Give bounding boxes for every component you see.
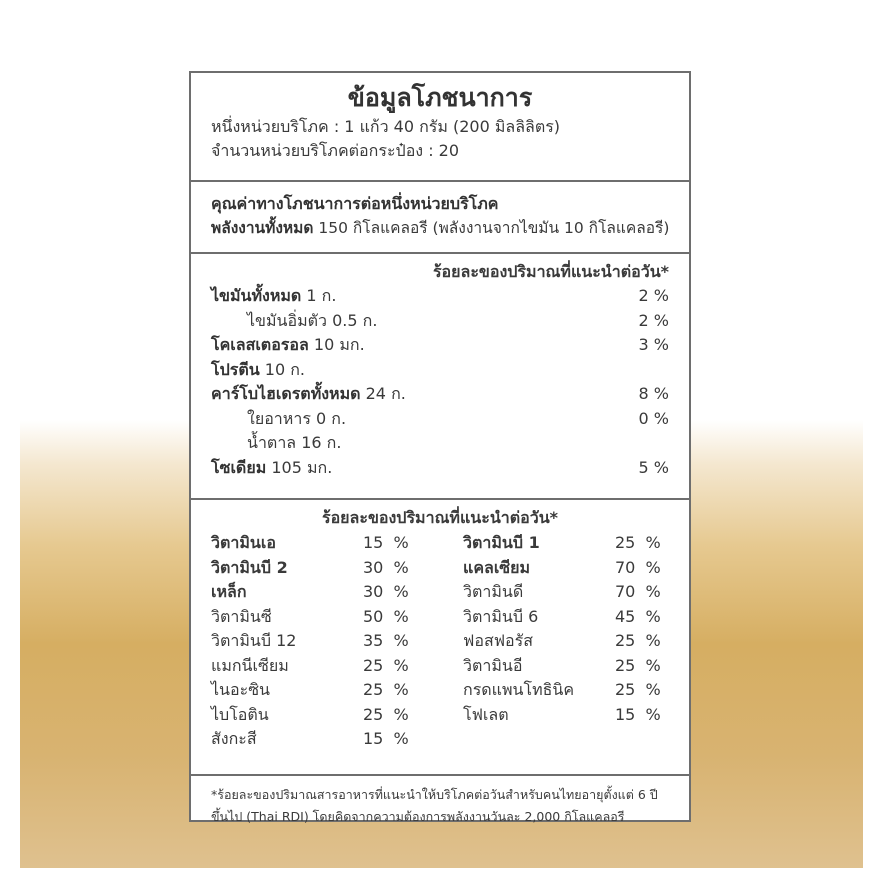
energy-value: 150 กิโลแคลอรี (พลังงานจากไขมัน 10 กิโลแคลอรี)	[318, 219, 670, 237]
vitamin-name: ไบโอติน	[211, 704, 269, 724]
nutrient-name: ใยอาหาร	[247, 408, 311, 428]
energy-label: พลังงานทั้งหมด	[211, 219, 314, 237]
vitamin-pct: 45 %	[615, 606, 661, 626]
nutrient-name: คาร์โบไฮเดรตทั้งหมด	[211, 384, 361, 403]
footnote-section	[191, 776, 689, 828]
nutrient-pct: 3 %	[638, 335, 669, 354]
servings-per-container: จำนวนหน่วยบริโภคต่อกระป๋อง : 20	[211, 141, 460, 160]
nutrients-section	[191, 254, 689, 500]
nutrient-name: ไขมันทั้งหมด	[211, 286, 302, 305]
nutrient-amount: 0 ก.	[316, 408, 347, 428]
vitamin-name: วิตามินอี	[463, 655, 523, 675]
vitamin-name: วิตามินดี	[463, 582, 524, 601]
nutrient-row	[211, 382, 669, 407]
nutrient-row	[211, 284, 669, 309]
vitamin-pct: 15 %	[363, 533, 409, 552]
vitamin-pct: 25 %	[615, 680, 661, 699]
header-section	[191, 73, 689, 182]
nutrient-amount: 24 ก.	[365, 384, 406, 403]
vitamin-name: วิตามินบี 1	[463, 533, 540, 552]
per-serving-heading: คุณค่าทางโภชนาการต่อหนึ่งหน่วยบริโภค	[211, 194, 499, 213]
serving-size: หนึ่งหน่วยบริโภค : 1 แก้ว 40 กรัม (200 มิลลิลิตร)	[211, 117, 561, 136]
vitamin-pct: 30 %	[363, 557, 409, 577]
label-title: ข้อมูลโภชนาการ	[347, 83, 533, 112]
vitamin-name: วิตามินบี 6	[463, 606, 539, 626]
nutrient-amount: 1 ก.	[306, 286, 337, 305]
nutrient-amount: 0.5 ก.	[332, 310, 378, 330]
nutrient-row	[211, 309, 669, 334]
vitamin-name: วิตามินบี 2	[211, 557, 288, 577]
nutrient-row	[211, 358, 669, 383]
nutrient-pct: 8 %	[638, 384, 669, 403]
nutrient-name: โซเดียม	[211, 457, 267, 477]
vitamin-name: วิตามินซี	[211, 606, 272, 626]
footnote-line-1: *ร้อยละของปริมาณสารอาหารที่แนะนำให้บริโภคต่อวันสำหรับคนไทยอายุตั้งแต่ 6 ปี	[211, 787, 658, 802]
rdi-heading: ร้อยละของปริมาณที่แนะนำต่อวัน*	[432, 262, 669, 281]
nutrient-pct: 2 %	[638, 310, 669, 330]
vitamin-name: ฟอสฟอรัส	[463, 631, 533, 650]
vitamin-name: สังกะสี	[211, 729, 257, 748]
vitamin-pct: 15 %	[615, 704, 661, 724]
vitamin-name: กรดแพนโทธินิค	[463, 680, 575, 699]
nutrient-name: โปรตีน	[211, 359, 260, 379]
nutrient-name: น้ำตาล	[247, 433, 297, 452]
vitamin-pct: 70 %	[615, 557, 661, 577]
nutrient-pct: 5 %	[638, 457, 669, 477]
vitamin-name: วิตามินเอ	[211, 533, 276, 552]
nutrition-facts-label	[189, 71, 691, 822]
nutrient-row	[211, 431, 669, 456]
vitamin-pct: 25 %	[363, 704, 409, 724]
nutrient-amount: 10 ก.	[264, 359, 305, 379]
vitamin-pct: 25 %	[615, 655, 661, 675]
nutrient-amount: 10 มก.	[313, 335, 365, 354]
nutrient-row	[211, 456, 669, 481]
nutrient-name: โคเลสเตอรอล	[211, 335, 309, 354]
vitamin-name: เหล็ก	[211, 582, 247, 601]
nutrient-pct: 2 %	[638, 286, 669, 305]
vitamins-heading: ร้อยละของปริมาณที่แนะนำต่อวัน*	[321, 508, 559, 527]
vitamin-pct: 15 %	[363, 729, 409, 748]
vitamin-name: โฟเลต	[463, 704, 509, 724]
vitamin-pct: 50 %	[363, 606, 409, 626]
footnote-line-2: ขึ้นไป (Thai RDI) โดยคิดจากความต้องการพลังงานวันละ 2,000 กิโลแคลอรี	[211, 809, 625, 824]
energy-section	[191, 182, 689, 254]
nutrient-row	[211, 407, 669, 432]
vitamin-pct	[615, 727, 675, 752]
nutrient-row	[211, 333, 669, 358]
vitamin-pct: 35 %	[363, 631, 409, 650]
nutrient-amount: 105 มก.	[271, 457, 333, 477]
nutrient-amount: 16 ก.	[301, 433, 342, 452]
vitamins-section	[191, 500, 689, 776]
vitamin-pct: 70 %	[615, 582, 661, 601]
nutrient-pct: 0 %	[638, 408, 669, 428]
vitamin-name: แคลเซียม	[463, 557, 531, 577]
vitamin-name	[463, 727, 615, 752]
vitamin-name: แมกนีเซียม	[211, 655, 289, 675]
vitamin-pct: 25 %	[615, 631, 661, 650]
vitamin-pct: 25 %	[363, 655, 409, 675]
vitamin-pct: 25 %	[615, 533, 661, 552]
vitamin-pct: 25 %	[363, 680, 409, 699]
vitamin-pct: 30 %	[363, 582, 409, 601]
vitamin-name: ไนอะซิน	[211, 680, 270, 699]
nutrient-name: ไขมันอิ่มตัว	[247, 310, 327, 330]
vitamins-table	[211, 531, 669, 752]
vitamin-name: วิตามินบี 12	[211, 631, 297, 650]
